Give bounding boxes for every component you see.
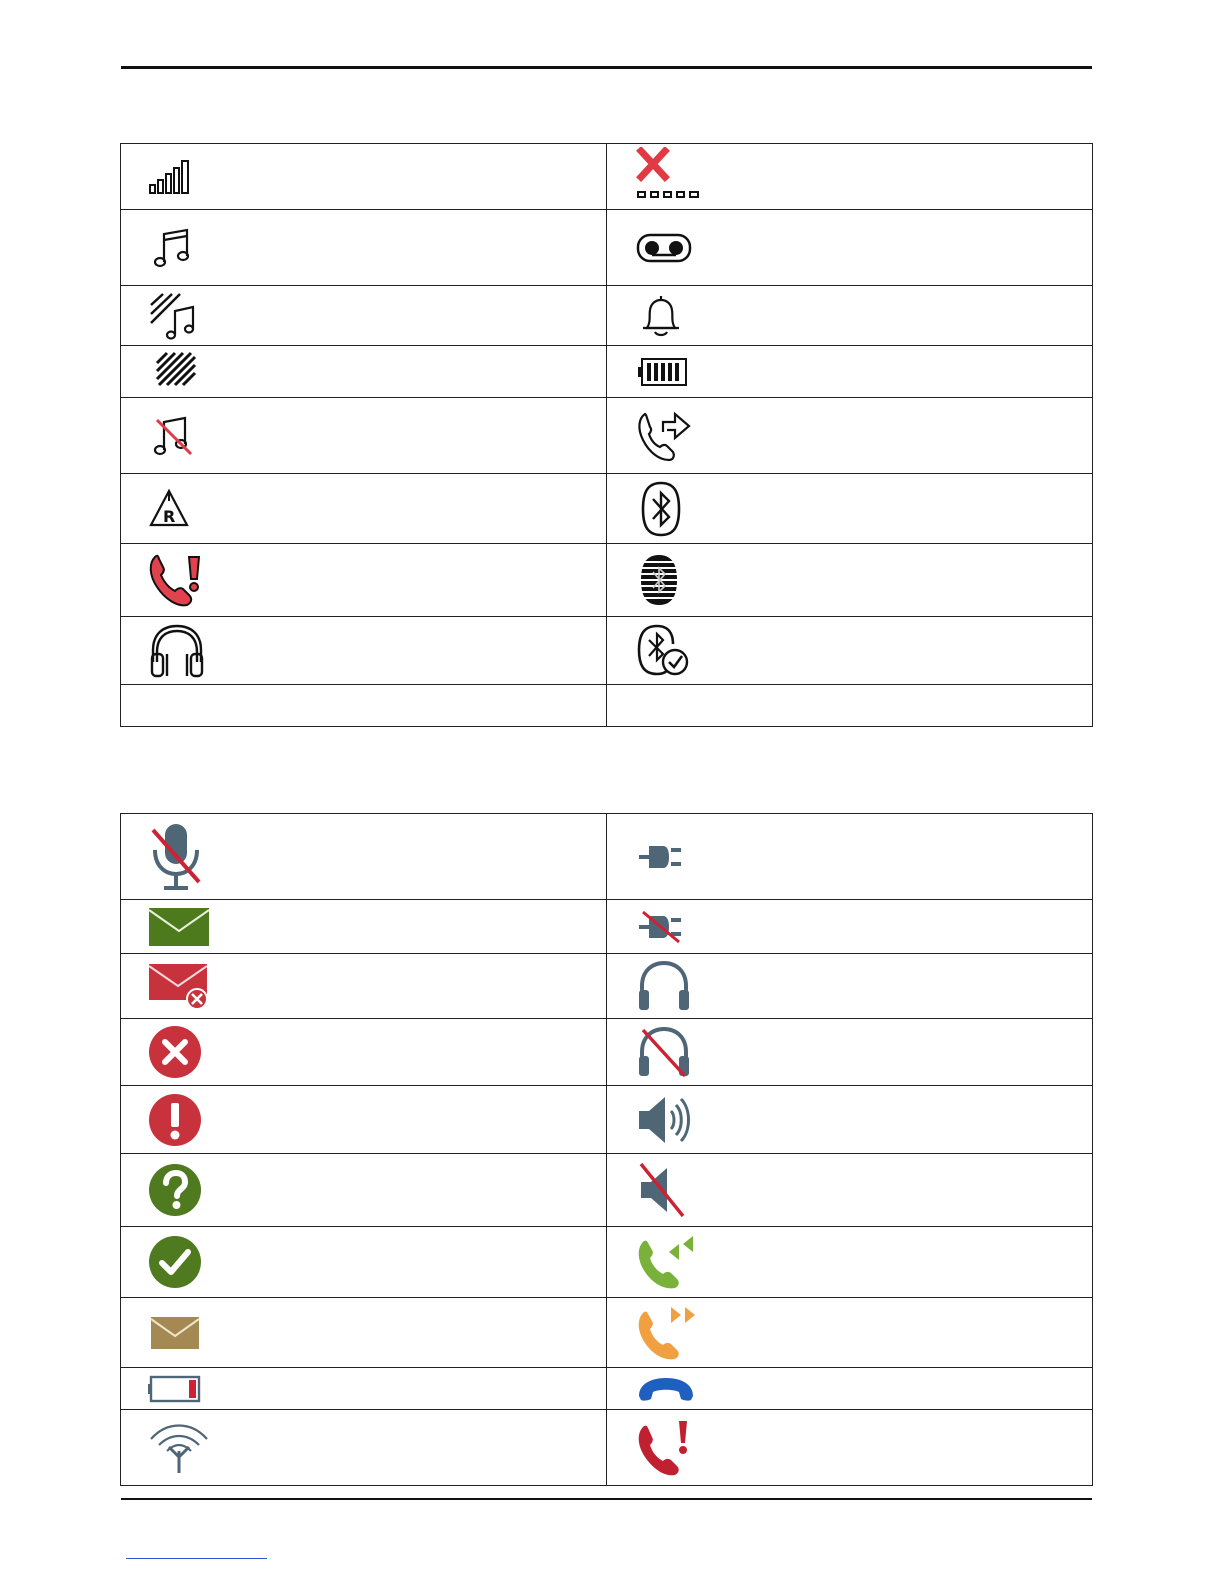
table-cell	[607, 474, 1093, 544]
table-cell	[607, 144, 1093, 210]
headset-icon	[147, 622, 207, 680]
table-cell	[607, 685, 1093, 727]
table-cell	[121, 210, 607, 286]
table-cell	[607, 617, 1093, 685]
table-cell	[607, 286, 1093, 346]
table-cell	[121, 1227, 607, 1298]
help-icon	[147, 1162, 203, 1218]
headset-disconnected-icon	[635, 1024, 693, 1080]
table-row	[121, 1368, 1093, 1410]
new-message-icon	[147, 1314, 203, 1352]
battery-full-icon	[635, 354, 689, 390]
footer-link-underline[interactable]	[126, 1558, 267, 1559]
table-cell	[121, 286, 607, 346]
table-cell	[607, 1227, 1093, 1298]
power-connected-icon	[635, 840, 687, 874]
bluetooth-searching-icon	[635, 552, 685, 608]
ringer-on-icon	[147, 226, 197, 270]
table-row	[121, 398, 1093, 474]
table-cell	[121, 1019, 607, 1086]
table-cell	[607, 954, 1093, 1019]
error-icon	[147, 1024, 203, 1080]
alarm-bell-icon	[635, 292, 689, 340]
table-cell	[607, 544, 1093, 617]
table-cell	[121, 398, 607, 474]
table-cell	[121, 900, 607, 954]
hang-up-icon	[635, 1374, 697, 1404]
footer-rule	[121, 1498, 1092, 1500]
table-cell	[121, 544, 607, 617]
speaker-muted-icon	[635, 1160, 693, 1220]
table-cell	[607, 1086, 1093, 1154]
table-row	[121, 544, 1093, 617]
table-row	[121, 144, 1093, 210]
table-row	[121, 900, 1093, 954]
table-row	[121, 474, 1093, 544]
battery-low-icon	[147, 1374, 203, 1404]
table-row	[121, 1298, 1093, 1368]
table-cell	[121, 814, 607, 900]
table-cell	[121, 685, 607, 727]
message-envelope-icon	[147, 905, 211, 949]
table-row	[121, 617, 1093, 685]
table-cell	[607, 210, 1093, 286]
table-cell	[607, 1298, 1093, 1368]
table-cell	[607, 900, 1093, 954]
call-forward-icon	[635, 408, 695, 464]
table-row	[121, 814, 1093, 900]
speaker-on-icon	[635, 1091, 693, 1149]
incoming-call-icon	[635, 1232, 699, 1292]
table-row	[121, 1019, 1093, 1086]
svg-text:R: R	[163, 506, 176, 526]
ringer-off-icon	[147, 414, 197, 458]
table-row	[121, 210, 1093, 286]
table-row	[121, 1154, 1093, 1227]
wireless-antenna-icon	[147, 1421, 211, 1475]
message-failed-icon	[147, 961, 213, 1011]
table-cell	[607, 814, 1093, 900]
bluetooth-icon	[635, 479, 685, 539]
bluetooth-connected-icon	[635, 622, 691, 680]
header-rule	[121, 66, 1092, 69]
table-cell	[121, 144, 607, 210]
table-row	[121, 1410, 1093, 1486]
outgoing-call-icon	[635, 1303, 699, 1363]
table-cell	[607, 398, 1093, 474]
no-signal-icon	[635, 147, 705, 201]
vibrate-only-icon	[147, 351, 199, 393]
table-cell	[121, 1410, 607, 1486]
color-icon-table	[120, 813, 1093, 1486]
table-cell	[121, 1086, 607, 1154]
missed-call-icon	[147, 551, 207, 609]
table-cell	[607, 346, 1093, 398]
table-cell	[607, 1368, 1093, 1410]
ok-check-icon	[147, 1234, 203, 1290]
table-cell	[121, 1298, 607, 1368]
table-row	[121, 954, 1093, 1019]
table-row	[121, 286, 1093, 346]
table-row	[121, 1227, 1093, 1298]
headset-connected-icon	[635, 958, 693, 1014]
table-row	[121, 346, 1093, 398]
roaming-icon	[147, 487, 193, 531]
table-row	[121, 685, 1093, 727]
table-cell	[607, 1410, 1093, 1486]
table-cell	[121, 474, 607, 544]
vibrate-and-ring-icon	[147, 291, 203, 341]
microphone-muted-icon	[147, 820, 207, 894]
voicemail-icon	[635, 230, 695, 266]
table-cell	[121, 954, 607, 1019]
table-cell	[121, 617, 607, 685]
table-row	[121, 1086, 1093, 1154]
table-cell	[607, 1154, 1093, 1227]
missed-call-alert-icon	[635, 1417, 695, 1479]
table-cell	[121, 346, 607, 398]
table-cell	[121, 1154, 607, 1227]
monochrome-icon-table	[120, 143, 1093, 727]
power-disconnected-icon	[635, 910, 687, 944]
table-cell	[121, 1368, 607, 1410]
signal-strength-icon	[147, 157, 197, 197]
table-cell	[607, 1019, 1093, 1086]
warning-icon	[147, 1092, 203, 1148]
